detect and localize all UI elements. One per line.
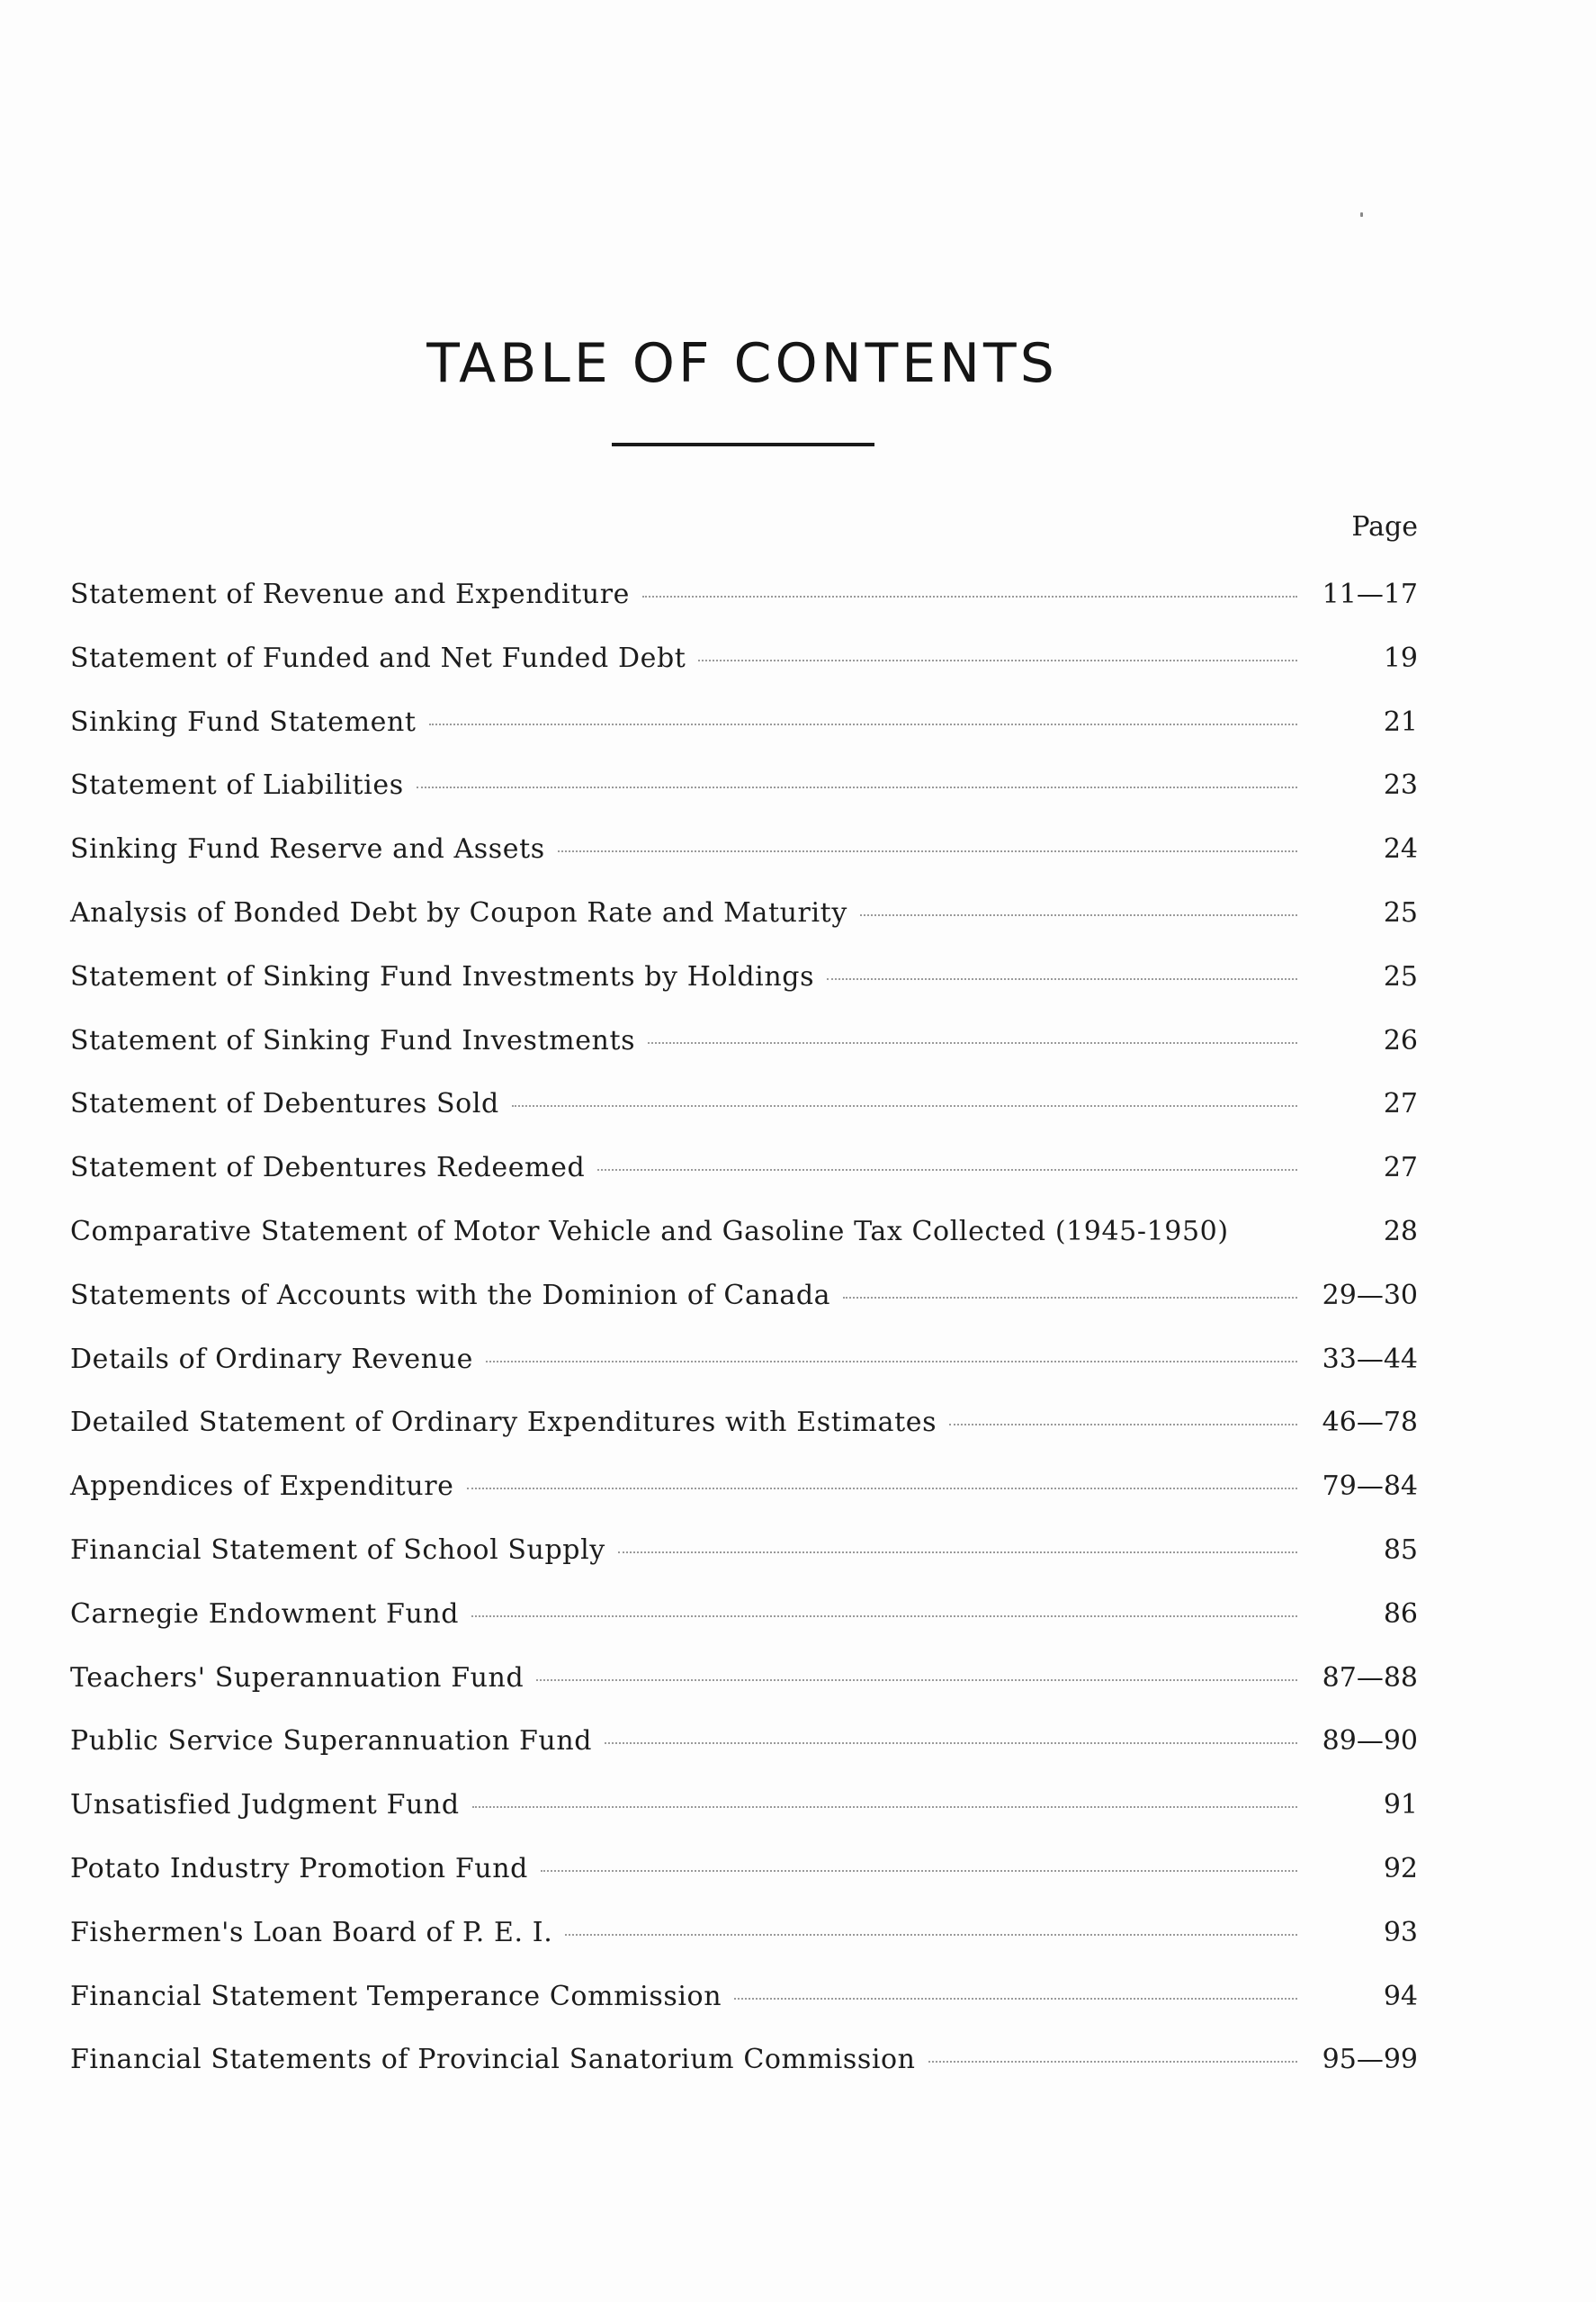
toc-entry-title: Statement of Sinking Fund Investments by Holdings [70, 960, 815, 993]
dot-leader [471, 1615, 1297, 1617]
toc-entry-page: 25 [1383, 960, 1418, 993]
toc-entry [70, 2042, 1418, 2106]
dot-leader [597, 1169, 1297, 1171]
toc-entry-page: 27 [1383, 1088, 1418, 1120]
toc-entry-page: 27 [1383, 1152, 1418, 1184]
toc-entry [70, 768, 1418, 832]
dot-leader [642, 596, 1297, 598]
toc-entry-title: Carnegie Endowment Fund [70, 1597, 460, 1630]
dot-leader [648, 1042, 1297, 1044]
toc-entry-page: 79—84 [1322, 1470, 1418, 1503]
dot-leader [843, 1297, 1297, 1299]
toc-entry-title: Appendices of Expenditure [70, 1470, 454, 1503]
toc-entry-title: Statement of Debentures Sold [70, 1088, 499, 1120]
dot-leader [860, 914, 1297, 916]
toc-entry [70, 1469, 1418, 1533]
toc-entry-title: Statements of Accounts with the Dominion of Canada [70, 1279, 831, 1311]
toc-entry-page: 95—99 [1322, 2044, 1418, 2076]
toc-entry-page: 28 [1383, 1215, 1418, 1247]
toc-entry-title: Sinking Fund Reserve and Assets [70, 833, 545, 866]
toc-entry-title: Financial Statements of Provincial Sanatorium Commission [70, 2044, 916, 2076]
toc-entry-title: Comparative Statement of Motor Vehicle and Gasoline Tax Collected (1945-1950) [70, 1215, 1229, 1247]
toc-entry-page: 29—30 [1322, 1279, 1418, 1311]
toc-entry [70, 959, 1418, 1023]
dot-leader [928, 2061, 1297, 2063]
toc-entry-page: 87—88 [1322, 1661, 1418, 1694]
dot-leader [429, 724, 1297, 725]
dot-leader [605, 1742, 1297, 1744]
toc-entry-title: Potato Industry Promotion Fund [70, 1852, 528, 1884]
toc-entry-page: 21 [1383, 706, 1418, 738]
toc-entry-page: 46—78 [1322, 1407, 1418, 1439]
toc-entry-page: 24 [1383, 833, 1418, 866]
toc-entry [70, 577, 1418, 641]
dot-leader [734, 1998, 1297, 2000]
toc-entry-page: 85 [1383, 1533, 1418, 1566]
toc-entry-title: Detailed Statement of Ordinary Expenditures with Estimates [70, 1407, 937, 1439]
toc-entry [70, 1979, 1418, 2043]
dot-leader [565, 1934, 1297, 1936]
toc-entry [70, 1023, 1418, 1087]
page-title: TABLE OF CONTENTS [426, 332, 1058, 395]
toc-entry-page: 11—17 [1322, 579, 1418, 610]
toc-entry [70, 832, 1418, 895]
toc-entry-page: 93 [1383, 1916, 1418, 1948]
toc-entry-title: Analysis of Bonded Debt by Coupon Rate and Maturity [70, 896, 847, 929]
toc-entry [70, 1660, 1418, 1724]
toc-entry [70, 1342, 1418, 1406]
toc-entry-title: Teachers' Superannuation Fund [70, 1661, 525, 1694]
dot-leader [827, 978, 1297, 980]
dot-leader [698, 660, 1297, 661]
toc-entry-title: Statement of Debentures Redeemed [70, 1152, 586, 1184]
toc-entry [70, 1086, 1418, 1150]
toc-entry-page: 25 [1383, 896, 1418, 929]
dot-leader [486, 1361, 1297, 1362]
toc-entry [70, 705, 1418, 769]
toc-entry [70, 1787, 1418, 1851]
dot-leader [467, 1488, 1297, 1489]
dot-leader [541, 1870, 1297, 1872]
toc-entry [70, 1723, 1418, 1787]
toc-entry-title: Fishermen's Loan Board of P. E. I. [70, 1916, 553, 1948]
toc-entry-title: Sinking Fund Statement [70, 706, 417, 738]
toc-entry-page: 94 [1383, 1980, 1418, 2012]
toc-entry [70, 1596, 1418, 1660]
toc-entry-page: 23 [1383, 769, 1418, 802]
toc-entry [70, 1405, 1418, 1469]
paper-speck [1360, 212, 1363, 217]
toc-entry [70, 1533, 1418, 1596]
dot-leader [618, 1551, 1297, 1553]
toc-entry-title: Financial Statement Temperance Commission [70, 1980, 722, 2012]
toc-entry-page: 19 [1383, 642, 1418, 674]
toc-entry-page: 26 [1383, 1024, 1418, 1057]
toc-entry [70, 1150, 1418, 1214]
dot-leader [558, 850, 1297, 852]
dot-leader [949, 1424, 1297, 1425]
toc-entry [70, 895, 1418, 959]
toc-entry [70, 1851, 1418, 1915]
toc-entry-page: 33—44 [1322, 1343, 1418, 1375]
toc-entry-title: Statement of Sinking Fund Investments [70, 1024, 636, 1057]
toc-entry-page: 92 [1383, 1852, 1418, 1884]
page-column-heading: Page [1351, 511, 1418, 543]
toc-entry-title: Statement of Revenue and Expenditure [70, 579, 631, 610]
toc-entry-title: Public Service Superannuation Fund [70, 1725, 593, 1758]
toc-list [70, 577, 1418, 2106]
toc-entry-title: Financial Statement of School Supply [70, 1533, 605, 1566]
toc-entry-page: 89—90 [1322, 1725, 1418, 1758]
dot-leader [512, 1105, 1297, 1107]
dot-leader [472, 1806, 1297, 1808]
dot-leader [417, 787, 1297, 788]
toc-entry-page: 91 [1383, 1789, 1418, 1821]
dot-leader [536, 1679, 1297, 1681]
toc-entry-page: 86 [1383, 1597, 1418, 1630]
toc-entry [70, 1214, 1418, 1278]
toc-entry [70, 1278, 1418, 1342]
toc-entry [70, 641, 1418, 705]
toc-entry-title: Unsatisfied Judgment Fund [70, 1789, 460, 1821]
title-underline-rule [612, 443, 874, 446]
toc-entry-title: Statement of Funded and Net Funded Debt [70, 642, 686, 674]
toc-entry-title: Details of Ordinary Revenue [70, 1343, 473, 1375]
toc-entry-title: Statement of Liabilities [70, 769, 404, 802]
toc-entry [70, 1915, 1418, 1979]
